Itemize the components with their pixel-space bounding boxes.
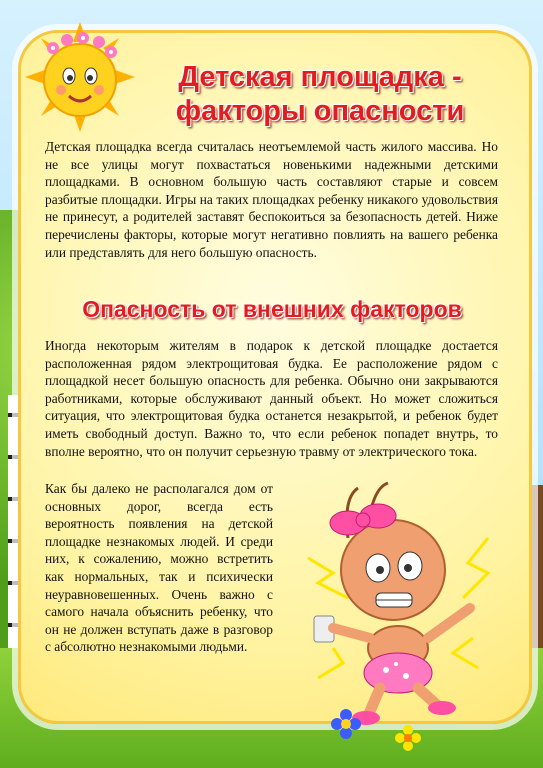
flower-icon (330, 708, 362, 740)
intro-paragraph: Детская площадка всегда считалась неотъемлемой часть жилого массива. Но не все улицы могут похвастаться новенькими надежными детскими площадками. В основном большую часть составляют старые и совсем разбитые площадки. Игры на таких площадках ребенку никакого удовольствия не принесут, а родителей заставят беспокоиться за безопасность детей. Ниже перечислены факторы, которые могут негативно повлиять на вашего ребенка или представлять для него большую опасность. (45, 139, 498, 260)
sun-icon (25, 22, 135, 132)
paragraph-electric-box: Иногда некоторым жителям в подарок к детской площадке достается расположенная рядом электрощитовая будка. Ее расположение рядом с площадкой несет большую опасность для ребенка. Обычно они закрываются работниками, которые обслуживают данный объект. Но может сложиться ситуация, что электрощитовая будка останется незакрытой, и ребенок будет иметь свободный доступ. Важно то, что если ребенок попадет внутрь, то вполне вероятно, что он получит серьезную травму от электрического тока. (45, 338, 498, 459)
page-title: Детская площадка - факторы опасности (175, 61, 465, 127)
paragraph-strangers: Как бы далеко не располагался дом от основных дорог, всегда есть вероятность появления на детской площадке незнакомых людей. И среди них, к сожалению, можно встретить как нормальных, так и психически неуравновешенных. Очень важно с самого начала объяснить ребенку, что он не должен вступать даже в разговор с абсолютно незнакомыми людьми. (45, 481, 273, 655)
section-heading: Опасность от внешних факторов (82, 296, 462, 322)
cartoon-baby-electric-shock (288, 478, 508, 728)
flower-icon (392, 722, 424, 754)
